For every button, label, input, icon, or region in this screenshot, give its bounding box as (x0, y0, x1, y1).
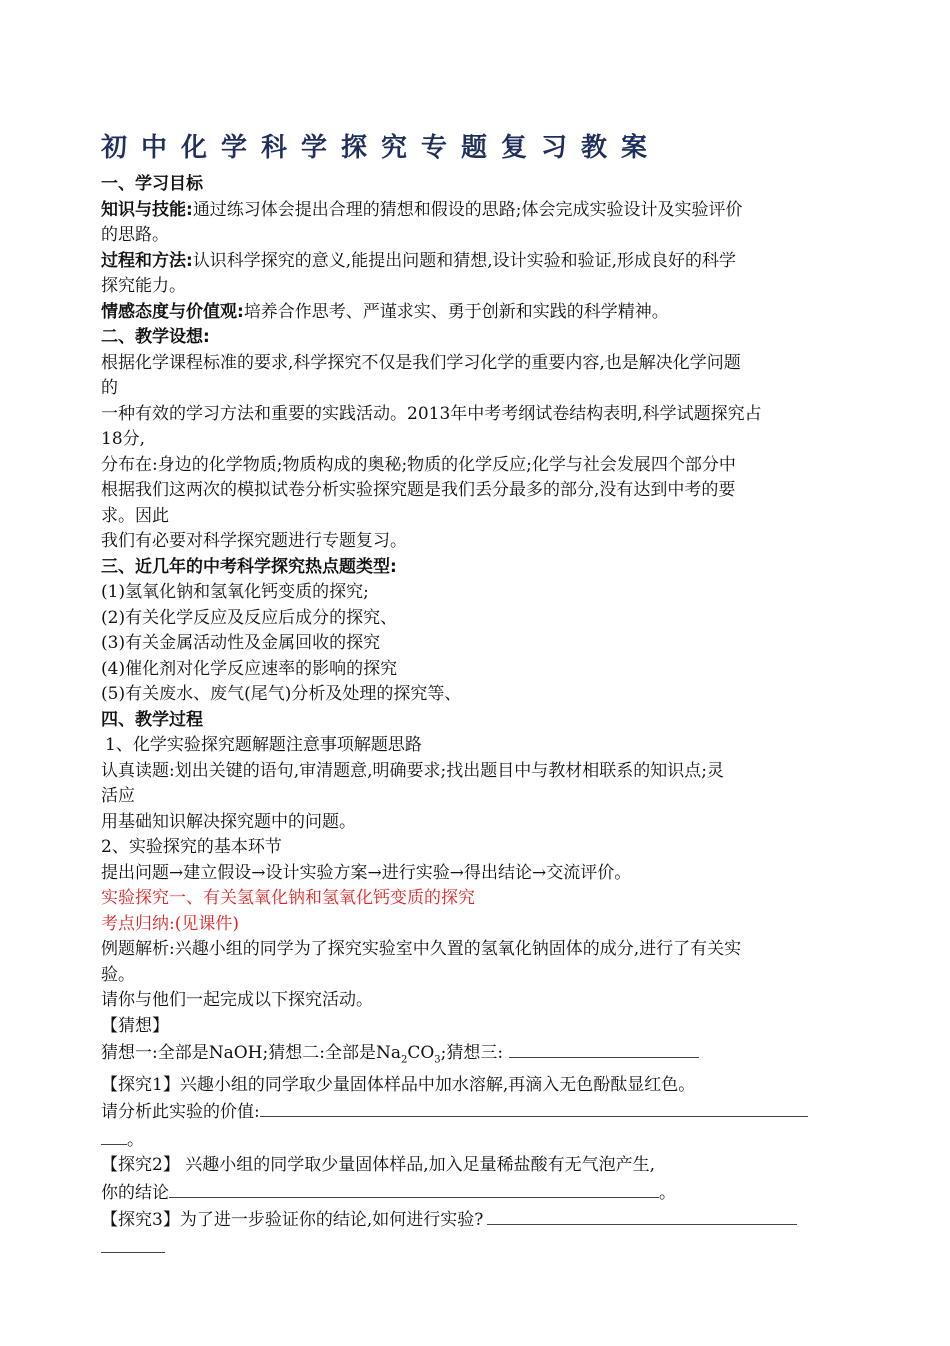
explore-3-cont (101, 1234, 846, 1262)
explore-1: 【探究1】兴趣小组的同学取少量固体样品中加水溶解,再滴入无色酚酞显红色。 (101, 1074, 696, 1095)
example-line: 请你与他们一起完成以下探究活动。 (101, 990, 373, 1010)
knowledge-skill-line (101, 198, 846, 224)
section-heading-design: 二、教学设想: (101, 327, 210, 347)
knowledge-text-cont: 的思路。 (101, 225, 169, 245)
process-text-line: 认真读题:划出关键的语句,审清题意,明确要求;找出题目中与教材相联系的知识点;灵 (101, 760, 724, 781)
guess-line: 猜想一:全部是NaOH;猜想二:全部是$Na_2CO_3$;猜想三: (101, 1039, 846, 1073)
knowledge-text: 通过练习体会提出合理的猜想和假设的思路;体会完成实验设计及实验评价 (192, 199, 743, 220)
process-step-2: 2、实验探究的基本环节 (101, 837, 282, 857)
explore-2: 【探究2】 兴趣小组的同学取少量固体样品,加入足量稀盐酸有无气泡产生, (101, 1155, 656, 1176)
explore-1-cont: 。 (101, 1126, 846, 1154)
answer-blank[interactable] (169, 1179, 659, 1198)
attitude-text: 培养合作思考、严谨求实、勇于创新和实践的科学精神。 (243, 301, 669, 322)
guess-heading: 【猜想】 (101, 1015, 169, 1036)
answer-blank[interactable] (509, 1039, 699, 1058)
attitude-label: 情感态度与价值观: (101, 301, 244, 322)
process-step-1: 1、化学实验探究题解题注意事项解题思路 (105, 735, 422, 755)
section-heading-objectives: 一、学习目标 (101, 174, 203, 194)
knowledge-label: 知识与技能: (101, 199, 193, 220)
attitude-line (101, 300, 846, 326)
explore-1-question: 请分析此实验的价值: (101, 1098, 846, 1126)
design-line: 求。因此 (101, 505, 169, 526)
page-title: 初中化学科学探究专题复习教案 (101, 133, 662, 163)
design-line: 一种有效的学习方法和重要的实践活动。2013年中考考纲试卷结构表明,科学试题探究占 (101, 403, 762, 424)
hot-topic-item: (4)催化剂对化学反应速率的影响的探究 (101, 658, 398, 679)
experiment-heading: 实验探究一、有关氢氧化钠和氢氧化钙变质的探究 (101, 888, 475, 908)
design-line: 根据我们这两次的模拟试卷分析实验探究题是我们丢分最多的部分,没有达到中考的要 (101, 480, 736, 500)
design-line: 根据化学课程标准的要求,科学探究不仅是我们学习化学的重要内容,也是解决化学问题 (101, 352, 741, 373)
process-text-line: 用基础知识解决探究题中的问题。 (101, 811, 356, 832)
hot-topic-item: (5)有关废水、废气(尾气)分析及处理的探究等、 (101, 684, 462, 704)
process-text-line: 活应 (101, 786, 135, 806)
example-line: 验。 (101, 964, 135, 985)
section-heading-process: 四、教学过程 (101, 709, 203, 730)
process-method-line (101, 249, 846, 275)
document-page (101, 128, 846, 1261)
process-flow: 提出问题→建立假设→设计实验方案→进行实验→得出结论→交流评价。 (101, 862, 632, 883)
answer-blank[interactable] (101, 1234, 165, 1253)
process-label: 过程和方法: (101, 250, 193, 271)
explore-2-question: 你的结论 。 (101, 1179, 846, 1207)
design-line: 我们有必要对科学探究题进行专题复习。 (101, 531, 407, 551)
process-text-cont: 探究能力。 (101, 276, 186, 296)
design-line: 分布在:身边的化学物质;物质构成的奥秘;物质的化学反应;化学与社会发展四个部分中 (101, 454, 736, 475)
answer-blank[interactable] (260, 1098, 808, 1117)
example-line: 例题解析:兴趣小组的同学为了探究实验室中久置的氢氧化钠固体的成分,进行了有关实 (101, 939, 742, 959)
design-line: 18分, (101, 429, 146, 449)
explore-3: 【探究3】为了进一步验证你的结论,如何进行实验? (101, 1206, 846, 1234)
design-line: 的 (101, 378, 118, 398)
key-points-note: 考点归纳:(见课件) (101, 913, 239, 934)
answer-blank[interactable] (101, 1126, 127, 1145)
hot-topic-item: (2)有关化学反应及反应后成分的探究、 (101, 607, 398, 628)
hot-topic-item: (3)有关金属活动性及金属回收的探究 (101, 633, 381, 653)
section-heading-hot-topics: 三、近几年的中考科学探究热点题类型: (101, 556, 397, 577)
answer-blank[interactable] (487, 1206, 797, 1225)
hot-topic-item: (1)氢氧化钠和氢氧化钙变质的探究; (101, 582, 369, 602)
process-text: 认识科学探究的意义,能提出问题和猜想,设计实验和验证,形成良好的科学 (192, 250, 737, 271)
